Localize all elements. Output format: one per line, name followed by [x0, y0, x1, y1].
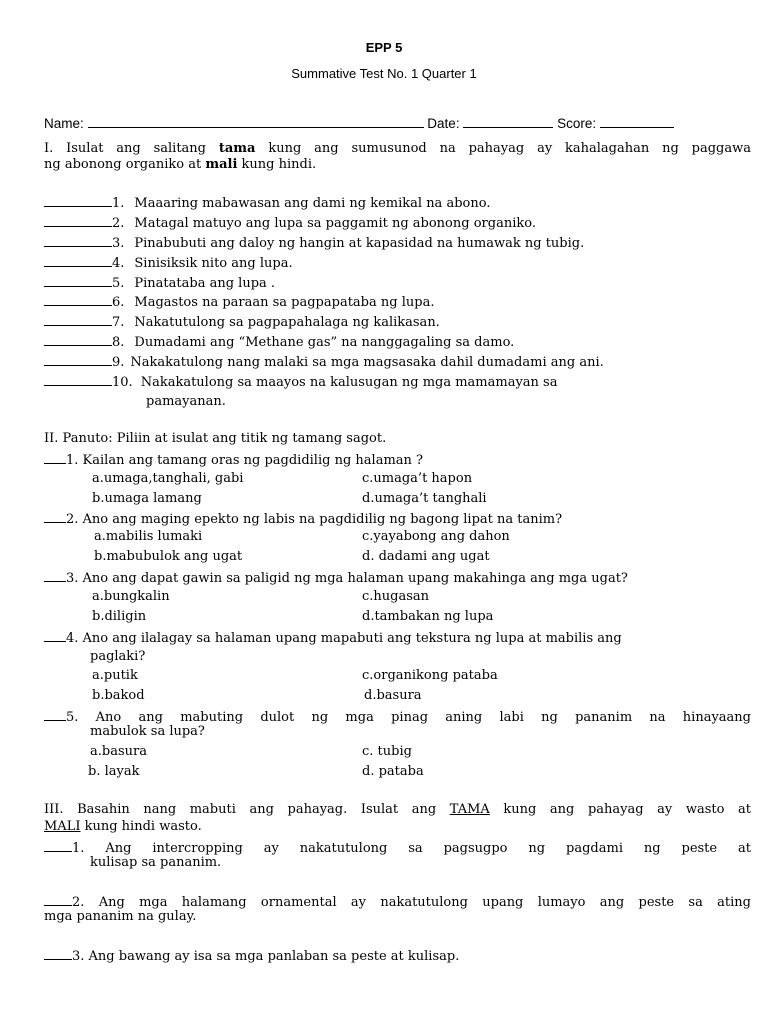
answer-blank[interactable]	[44, 839, 72, 852]
choice-b: b.mabubulok ang ugat	[94, 549, 243, 564]
answer-blank[interactable]	[44, 451, 66, 464]
choice-a: a.mabilis lumaki	[94, 529, 203, 544]
list-item: 5. Pinatataba ang lupa .	[44, 274, 275, 292]
question-5-continuation: mabulok sa lupa?	[90, 724, 205, 739]
answer-blank[interactable]	[44, 194, 112, 207]
question-4-continuation: paglaki?	[90, 649, 146, 664]
list-item: 3. Pinabubuti ang daloy ng hangin at kapasidad na humawak ng tubig.	[44, 234, 584, 252]
answer-blank[interactable]	[44, 569, 66, 582]
list-item: 6. Magastos na paraan sa pagpapataba ng lupa.	[44, 293, 434, 311]
choice-c: c.umaga’t hapon	[362, 471, 473, 486]
answer-blank[interactable]	[44, 313, 112, 326]
choice-b: b.diligin	[92, 609, 147, 624]
question-4: 4. Ano ang ilalagay sa halaman upang mapabuti ang tekstura ng lupa at mabilis ang	[44, 629, 622, 647]
answer-blank[interactable]	[44, 708, 66, 721]
choice-d: d.umaga’t tanghali	[362, 491, 487, 506]
choice-d: d.tambakan ng lupa	[362, 609, 494, 624]
page-title: EPP 5	[365, 40, 403, 55]
answer-blank[interactable]	[44, 629, 66, 642]
part3-instruction-line2: MALI kung hindi wasto.	[44, 819, 202, 834]
answer-blank[interactable]	[44, 254, 112, 267]
choice-d: d. pataba	[362, 764, 424, 779]
choice-d: d.basura	[364, 688, 422, 703]
list-item: 10. Nakakatulong sa maayos na kalusugan ng mga mamamayan sa	[44, 373, 557, 391]
score-label: Score:	[557, 116, 597, 131]
choice-b: b.umaga lamang	[92, 491, 202, 506]
page-subtitle: Summative Test No. 1 Quarter 1	[291, 66, 477, 81]
name-label: Name:	[44, 116, 84, 131]
part3-item-2-continuation: mga pananim na gulay.	[44, 909, 197, 924]
part3-item-3: 3. Ang bawang ay isa sa mga panlaban sa peste at kulisap.	[44, 947, 459, 965]
answer-blank[interactable]	[44, 274, 112, 287]
part3-item-2: 2. Ang mga halamang ornamental ay nakatutulong upang lumayo ang peste sa ating	[44, 893, 751, 911]
list-item-continuation: pamayanan.	[146, 394, 226, 409]
choice-d: d. dadami ang ugat	[362, 549, 490, 564]
part3-item-1: 1. Ang intercropping ay nakatutulong sa pagsugpo ng pagdami ng peste at	[44, 839, 751, 857]
date-label: Date:	[427, 116, 460, 131]
list-item: 8. Dumadami ang “Methane gas” na nanggagaling sa damo.	[44, 333, 514, 351]
choice-b: b.bakod	[92, 688, 145, 703]
question-1: 1. Kailan ang tamang oras ng pagdidilig ng halaman ?	[44, 451, 423, 469]
answer-blank[interactable]	[44, 214, 112, 227]
list-item: 4. Sinisiksik nito ang lupa.	[44, 254, 293, 272]
choice-a: a.umaga,tanghali, gabi	[92, 471, 244, 486]
question-2: 2. Ano ang maging epekto ng labis na pagdidilig ng bagong lipat na tanim?	[44, 510, 562, 528]
name-date-score-row	[44, 115, 674, 132]
name-blank[interactable]	[88, 115, 424, 128]
score-blank[interactable]	[600, 115, 674, 128]
choice-c: c.yayabong ang dahon	[362, 529, 510, 544]
choice-c: c.hugasan	[362, 589, 430, 604]
choice-a: a.bungkalin	[92, 589, 170, 604]
answer-blank[interactable]	[44, 333, 112, 346]
part2-instruction: II. Panuto: Piliin at isulat ang titik ng tamang sagot.	[44, 431, 387, 446]
choice-a: a.putik	[92, 668, 138, 683]
answer-blank[interactable]	[44, 947, 72, 960]
list-item: 2. Matagal matuyo ang lupa sa paggamit ng abonong organiko.	[44, 214, 536, 232]
part3-instruction-line1: III. Basahin nang mabuti ang pahayag. Isulat ang TAMA kung ang pahayag ay wasto at	[44, 802, 751, 817]
list-item: 7. Nakatutulong sa pagpapahalaga ng kalikasan.	[44, 313, 440, 331]
answer-blank[interactable]	[44, 373, 112, 386]
part1-instruction-line1: I. Isulat ang salitang tama kung ang sumusunod na pahayag ay kahalagahan ng paggawa	[44, 141, 752, 156]
choice-c: c.organikong pataba	[362, 668, 498, 683]
answer-blank[interactable]	[44, 893, 72, 906]
answer-blank[interactable]	[44, 510, 66, 523]
date-blank[interactable]	[463, 115, 553, 128]
list-item: 1. Maaaring mabawasan ang dami ng kemikal na abono.	[44, 194, 490, 212]
list-item: 9. Nakakatulong nang malaki sa mga magsasaka dahil dumadami ang ani.	[44, 353, 604, 371]
question-3: 3. Ano ang dapat gawin sa paligid ng mga halaman upang makahinga ang mga ugat?	[44, 569, 628, 587]
choice-b: b. layak	[88, 764, 140, 779]
answer-blank[interactable]	[44, 353, 112, 366]
question-5: 5. Ano ang mabuting dulot ng mga pinag aning labi ng pananim na hinayaang	[44, 708, 751, 726]
answer-blank[interactable]	[44, 234, 112, 247]
part1-instruction-line2: ng abonong organiko at mali kung hindi.	[44, 157, 317, 172]
choice-a: a.basura	[90, 744, 147, 759]
part3-item-1-continuation: kulisap sa pananim.	[90, 855, 222, 870]
answer-blank[interactable]	[44, 293, 112, 306]
choice-c: c. tubig	[362, 744, 412, 759]
